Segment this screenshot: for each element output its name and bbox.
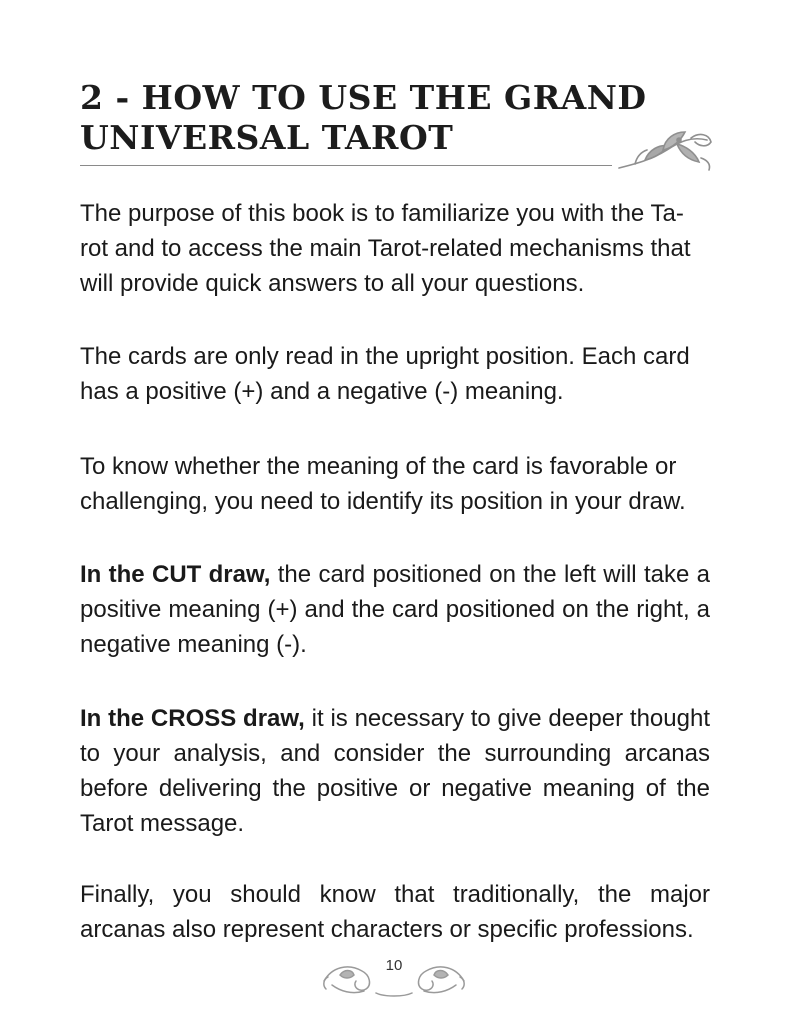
cut-draw-label: In the CUT draw, [80,561,271,588]
paragraph-line: To know whether the meaning of the card is favorable or [80,453,677,480]
paragraph-line: rot and to access the main Tarot-related mechanisms that [80,235,691,262]
paragraph-line: The purpose of this book is to familiarize you with the Ta- [80,200,684,227]
paragraph-favorable [80,449,710,519]
paragraph-line: The cards are only read in the upright position. Each card [80,343,690,370]
paragraph-line: challenging, you need to identify its position in your draw. [80,488,686,515]
paragraph-line: will provide quick answers to all your questions. [80,270,585,297]
cut-draw-text: the card positioned on the left will take a positive meaning (+) and the card positioned on the right, a negative meaning (-). [80,561,710,658]
paragraph-purpose [80,196,710,301]
paragraph-arcanas: Finally, you should know that traditionally, the major arcanas also represent characters or specific professions. [80,881,710,943]
floral-flourish-icon [615,124,715,174]
cross-draw-text: it is necessary to give deeper thought to your analysis, and consider the surrounding arcanas before delivering the positive or negative meaning of the Tarot message. [80,705,710,837]
title-divider [80,165,612,166]
cross-draw-label: In the CROSS draw, [80,705,305,732]
paragraph-upright [80,339,710,409]
title-line-2: UNIVERSAL TAROT [80,118,454,157]
title-line-1: 2 - HOW TO USE THE GRAND [80,78,647,117]
paragraph-line: has a positive (+) and a negative (-) meaning. [80,378,564,405]
paragraph-cross-draw [80,701,710,841]
paragraph-cut-draw [80,557,710,662]
page-title [80,78,700,158]
page-number: 10 [385,957,403,974]
